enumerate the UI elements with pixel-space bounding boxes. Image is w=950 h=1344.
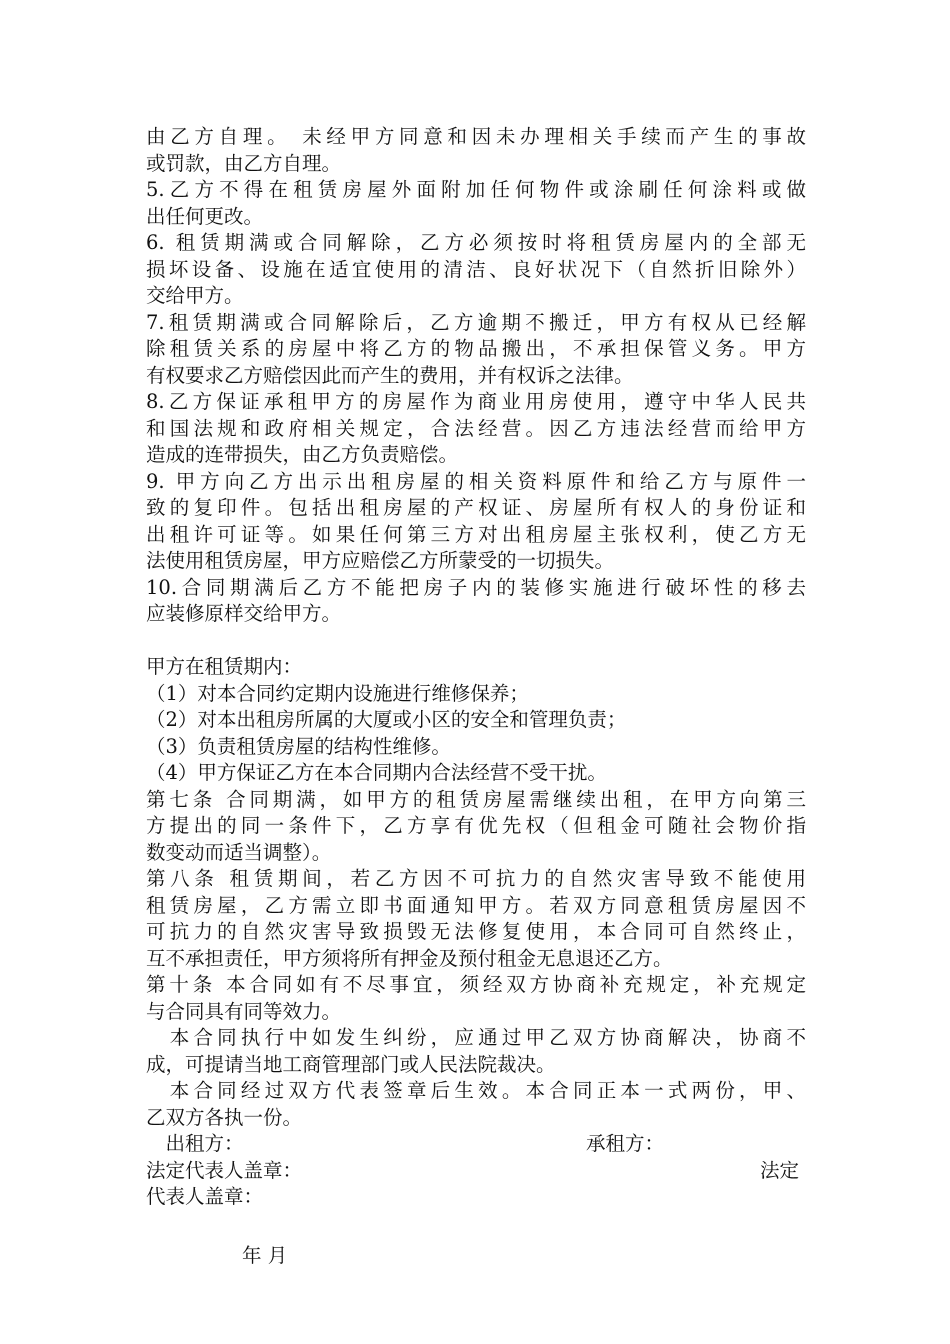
contract-line: 5.乙方不得在租赁房屋外面附加任何物件或涂刷任何涂料或做 — [146, 178, 806, 201]
contract-line: 9. 甲方向乙方出示出租房屋的相关资料原件和给乙方与原件一 — [146, 469, 806, 493]
contract-page — [146, 124, 806, 1270]
contract-line: 致的复印件。包括出租房屋的产权证、房屋所有权人的身份证和 — [146, 496, 806, 519]
contract-line: 6. 租赁期满或合同解除，乙方必须按时将租赁房屋内的全部无 — [146, 231, 806, 254]
contract-line: 有权要求乙方赔偿因此而产生的费用，并有权诉之法律。 — [146, 363, 634, 387]
contract-line: 数变动而适当调整）。 — [146, 840, 332, 864]
spacer — [146, 1211, 806, 1238]
legal-rep-row — [146, 1158, 806, 1185]
legal-rep-cont-row — [146, 1184, 806, 1211]
contract-line: 甲方在租赁期内： — [146, 655, 303, 678]
date-row — [146, 1243, 806, 1270]
contract-line: 方提出的同一条件下，乙方享有优先权（但租金可随社会物价指 — [146, 814, 806, 837]
signature-parties-row — [146, 1131, 806, 1158]
contract-line: 乙双方各执一份。 — [146, 1105, 303, 1129]
lessee-label: 承租方： — [586, 1132, 665, 1155]
contract-line: 和国法规和政府相关规定，合法经营。因乙方违法经营而给甲方 — [146, 416, 806, 440]
contract-line: 除租赁关系的房屋中将乙方的物品搬出，不承担保管义务。甲方 — [146, 337, 806, 360]
contract-line: 第八条 租赁期间，若乙方因不可抗力的自然灾害导致不能使用 — [146, 867, 806, 890]
contract-line: （1）对本合同约定期内设施进行维修保养； — [146, 681, 529, 705]
date-label: 年 月 — [242, 1244, 288, 1267]
contract-line: 8.乙方保证承租甲方的房屋作为商业用房使用，遵守中华人民共 — [146, 390, 806, 413]
contract-body — [146, 124, 806, 1131]
contract-line: 7.租赁期满或合同解除后，乙方逾期不搬迁，甲方有权从已经解 — [146, 310, 806, 334]
contract-line: 出任何更改。 — [146, 204, 264, 228]
contract-line: 本合同经过双方代表签章后生效。本合同正本一式两份，甲、 — [146, 1079, 806, 1102]
contract-line: 与合同具有同等效力。 — [146, 999, 342, 1023]
contract-line: （3）负责租赁房屋的结构性维修。 — [146, 734, 451, 758]
contract-line: 互不承担责任，甲方须将所有押金及预付租金无息退还乙方。 — [146, 946, 673, 970]
contract-line: （2）对本出租房所属的大厦或小区的安全和管理负责； — [146, 708, 627, 731]
contract-line: 可抗力的自然灾害导致损毁无法修复使用，本合同可自然终止， — [146, 920, 806, 943]
contract-line: 租赁房屋，乙方需立即书面通知甲方。若双方同意租赁房屋因不 — [146, 893, 806, 917]
contract-line: 应装修原样交给甲方。 — [146, 602, 342, 625]
legal-rep-label-left: 法定代表人盖章： — [146, 1158, 303, 1182]
contract-line: 交给甲方。 — [146, 284, 244, 307]
legal-rep-label-cont: 代表人盖章： — [146, 1185, 264, 1208]
contract-line: 或罚款，由乙方自理。 — [146, 151, 342, 175]
contract-line: 第七条 合同期满，如甲方的租赁房屋需继续出租，在甲方向第三 — [146, 787, 806, 811]
blank-line — [146, 628, 806, 655]
contract-line: 由乙方自理。 未经甲方同意和因未办理相关手续而产生的事故 — [146, 125, 806, 148]
lessor-label: 出租方： — [146, 1132, 244, 1155]
contract-line: 造成的连带损失，由乙方负责赔偿。 — [146, 443, 459, 466]
contract-line: 第十条 本合同如有不尽事宜，须经双方协商补充规定，补充规定 — [146, 973, 806, 996]
contract-line: 法使用租赁房屋，甲方应赔偿乙方所蒙受的一切损失。 — [146, 549, 615, 572]
contract-line: 成，可提请当地工商管理部门或人民法院裁决。 — [146, 1052, 556, 1076]
legal-rep-label-right: 法定 — [760, 1158, 800, 1182]
contract-line: 出租许可证等。如果任何第三方对出租房屋主张权利，使乙方无 — [146, 522, 806, 546]
contract-line: 损坏设备、设施在适宜使用的清洁、良好状况下（自然折旧除外） — [146, 257, 806, 281]
contract-line: （4）甲方保证乙方在本合同期内合法经营不受干扰。 — [146, 761, 607, 784]
contract-line: 本合同执行中如发生纠纷，应通过甲乙双方协商解决，协商不 — [146, 1026, 806, 1049]
contract-line: 10.合同期满后乙方不能把房子内的装修实施进行破坏性的移去 — [146, 575, 806, 599]
